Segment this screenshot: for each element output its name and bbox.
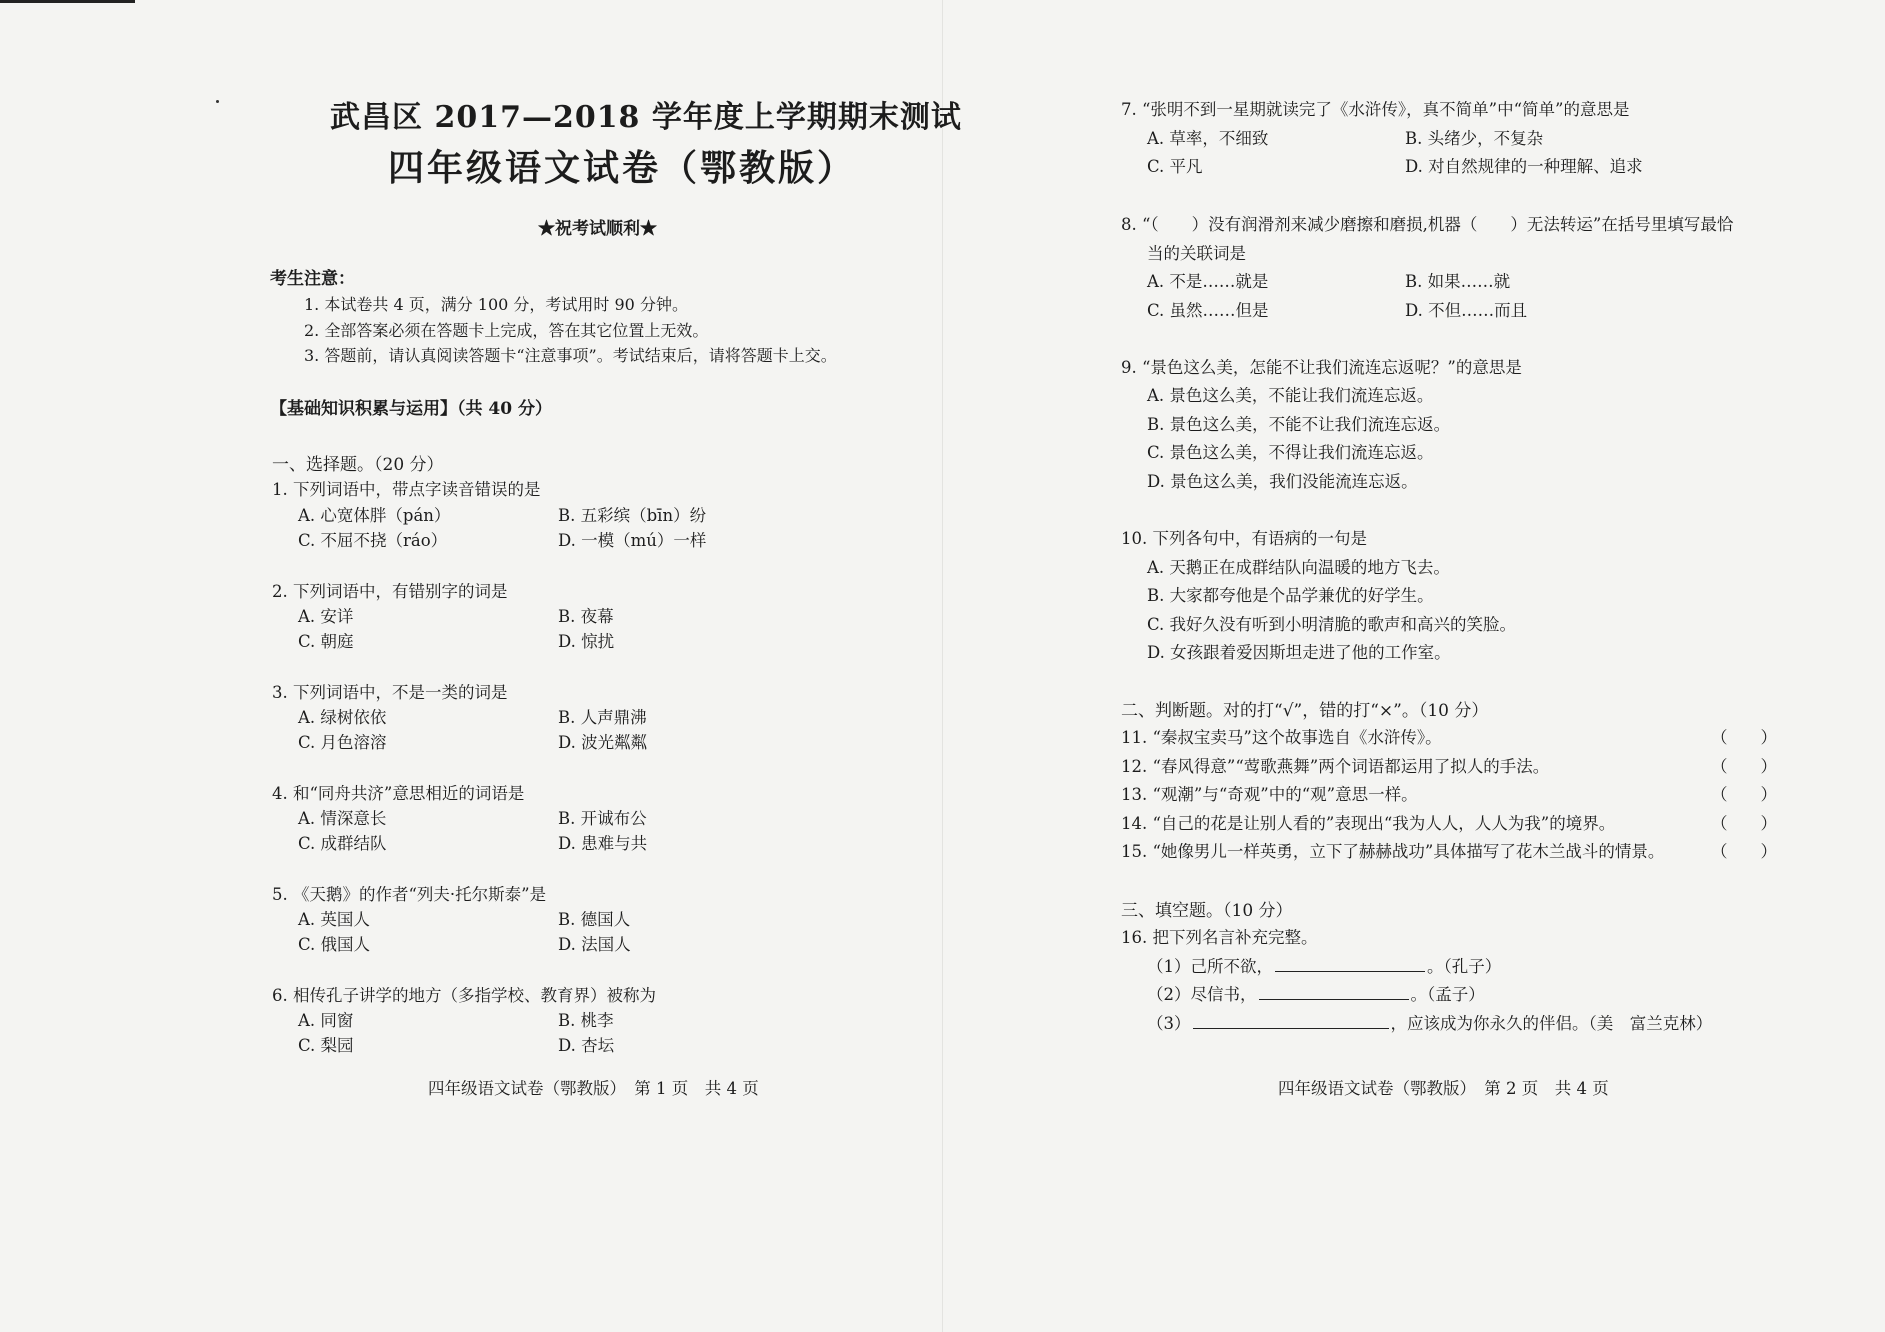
option: A. 景色这么美，不能让我们流连忘返。 bbox=[1147, 386, 1434, 405]
fill-before: （1）己所不欲， bbox=[1147, 957, 1273, 976]
part-title: 【基础知识积累与运用】（共 40 分） bbox=[270, 399, 552, 419]
question-stem: 5. 《天鹅》的作者“列夫·托尔斯泰”是 bbox=[272, 885, 547, 904]
option: A. 草率，不细致 bbox=[1147, 129, 1269, 148]
scan-dot bbox=[216, 100, 219, 103]
option: C. 梨园 bbox=[298, 1036, 354, 1055]
question-stem: 16. 把下列名言补充完整。 bbox=[1121, 928, 1318, 947]
option: B. 夜幕 bbox=[558, 607, 614, 626]
option: B. 开诚布公 bbox=[558, 809, 647, 828]
fill-after: 。（孔子） bbox=[1427, 957, 1502, 976]
judgment-item: 13. “观潮”与“奇观”中的“观”意思一样。 bbox=[1121, 785, 1418, 804]
wish-line: ★祝考试顺利★ bbox=[538, 219, 657, 239]
option: C. 月色溶溶 bbox=[298, 733, 387, 752]
answer-parentheses: （ ） bbox=[1711, 785, 1777, 804]
question-stem: 8. “（ ）没有润滑剂来减少磨擦和磨损,机器（ ）无法转运”在括号里填写最恰 bbox=[1121, 215, 1734, 234]
exam-page-2 bbox=[943, 0, 1885, 1332]
notice-item: 1. 本试卷共 4 页，满分 100 分，考试用时 90 分钟。 bbox=[304, 295, 688, 314]
fill-item bbox=[1147, 1010, 1712, 1034]
option: B. 桃李 bbox=[558, 1011, 614, 1030]
option: A. 同窗 bbox=[298, 1011, 354, 1030]
option: D. 一模（mú）一样 bbox=[558, 531, 707, 550]
option: A. 心宽体胖（pán） bbox=[298, 506, 451, 525]
exam-subtitle: 四年级语文试卷（鄂教版） bbox=[388, 147, 857, 189]
option: A. 不是……就是 bbox=[1147, 272, 1269, 291]
notice-item: 2. 全部答案必须在答题卡上完成，答在其它位置上无效。 bbox=[304, 321, 709, 340]
fill-before: （2）尽信书， bbox=[1147, 985, 1257, 1004]
fill-after: ，应该成为你永久的伴侣。（美 富兰克林） bbox=[1390, 1014, 1713, 1033]
option: A. 天鹅正在成群结队向温暖的地方飞去。 bbox=[1147, 558, 1450, 577]
option: A. 情深意长 bbox=[298, 809, 387, 828]
notice-item: 3. 答题前，请认真阅读答题卡“注意事项”。考试结束后，请将答题卡上交。 bbox=[304, 346, 837, 365]
option: B. 大家都夸他是个品学兼优的好学生。 bbox=[1147, 586, 1434, 605]
question-stem: 3. 下列词语中，不是一类的词是 bbox=[272, 683, 508, 702]
option: D. 法国人 bbox=[558, 935, 631, 954]
judgment-item: 14. “自己的花是让别人看的”表现出“我为人人，人人为我”的境界。 bbox=[1121, 814, 1616, 833]
question-stem-continued: 当的关联词是 bbox=[1147, 244, 1246, 263]
answer-blank bbox=[1193, 1027, 1389, 1029]
question-stem: 10. 下列各句中，有语病的一句是 bbox=[1121, 529, 1367, 548]
section-title-fill: 三、填空题。（10 分） bbox=[1121, 901, 1293, 921]
option: D. 景色这么美，我们没能流连忘返。 bbox=[1147, 472, 1418, 491]
option: C. 成群结队 bbox=[298, 834, 387, 853]
question-stem: 2. 下列词语中，有错别字的词是 bbox=[272, 582, 508, 601]
option: B. 如果……就 bbox=[1405, 272, 1511, 291]
question-stem: 4. 和“同舟共济”意思相近的词语是 bbox=[272, 784, 525, 803]
answer-parentheses: （ ） bbox=[1711, 757, 1777, 776]
option: A. 绿树依依 bbox=[298, 708, 387, 727]
page-footer: 四年级语文试卷（鄂教版） 第 1 页 共 4 页 bbox=[428, 1079, 759, 1098]
judgment-item: 11. “秦叔宝卖马”这个故事选自《水浒传》。 bbox=[1121, 728, 1442, 747]
option: D. 对自然规律的一种理解、追求 bbox=[1405, 157, 1643, 176]
option: C. 平凡 bbox=[1147, 157, 1203, 176]
answer-parentheses: （ ） bbox=[1711, 728, 1777, 747]
option: D. 患难与共 bbox=[558, 834, 648, 853]
judgment-item: 12. “春风得意”“莺歌燕舞”两个词语都运用了拟人的手法。 bbox=[1121, 757, 1550, 776]
option: C. 景色这么美，不得让我们流连忘返。 bbox=[1147, 443, 1434, 462]
fill-before: （3） bbox=[1147, 1014, 1191, 1033]
option: C. 朝庭 bbox=[298, 632, 354, 651]
answer-blank bbox=[1259, 998, 1409, 1000]
fill-item bbox=[1147, 953, 1501, 977]
answer-parentheses: （ ） bbox=[1711, 842, 1777, 861]
question-stem: 9. “景色这么美，怎能不让我们流连忘返呢？”的意思是 bbox=[1121, 358, 1522, 377]
option: C. 虽然……但是 bbox=[1147, 301, 1269, 320]
fill-after: 。（孟子） bbox=[1410, 985, 1485, 1004]
option: C. 我好久没有听到小明清脆的歌声和高兴的笑脸。 bbox=[1147, 615, 1517, 634]
option: B. 人声鼎沸 bbox=[558, 708, 647, 727]
section-title-choice: 一、选择题。（20 分） bbox=[272, 455, 444, 475]
option: A. 英国人 bbox=[298, 910, 370, 929]
answer-parentheses: （ ） bbox=[1711, 814, 1777, 833]
option: D. 杏坛 bbox=[558, 1036, 615, 1055]
option: C. 俄国人 bbox=[298, 935, 371, 954]
question-stem: 6. 相传孔子讲学的地方（多指学校、教育界）被称为 bbox=[272, 986, 656, 1005]
option: B. 头绪少，不复杂 bbox=[1405, 129, 1544, 148]
section-title-judgment: 二、判断题。对的打“√”，错的打“×”。（10 分） bbox=[1121, 701, 1489, 721]
option: B. 德国人 bbox=[558, 910, 631, 929]
exam-title: 武昌区 2017—2018 学年度上学期期末测试 bbox=[330, 100, 962, 135]
notice-title: 考生注意： bbox=[270, 269, 355, 289]
judgment-item: 15. “她像男儿一样英勇，立下了赫赫战功”具体描写了花木兰战斗的情景。 bbox=[1121, 842, 1665, 861]
option: C. 不屈不挠（ráo） bbox=[298, 531, 448, 550]
answer-blank bbox=[1275, 970, 1425, 972]
option: A. 安详 bbox=[298, 607, 354, 626]
question-stem: 7. “张明不到一星期就读完了《水浒传》，真不简单”中“简单”的意思是 bbox=[1121, 100, 1630, 119]
question-stem: 1. 下列词语中，带点字读音错误的是 bbox=[272, 480, 541, 499]
option: D. 波光粼粼 bbox=[558, 733, 648, 752]
option: B. 五彩缤（bīn）纷 bbox=[558, 506, 707, 525]
option: B. 景色这么美，不能不让我们流连忘返。 bbox=[1147, 415, 1451, 434]
fill-item bbox=[1147, 981, 1485, 1005]
option: D. 不但……而且 bbox=[1405, 301, 1528, 320]
page-footer: 四年级语文试卷（鄂教版） 第 2 页 共 4 页 bbox=[1278, 1079, 1609, 1098]
option: D. 惊扰 bbox=[558, 632, 615, 651]
option: D. 女孩跟着爱因斯坦走进了他的工作室。 bbox=[1147, 643, 1451, 662]
